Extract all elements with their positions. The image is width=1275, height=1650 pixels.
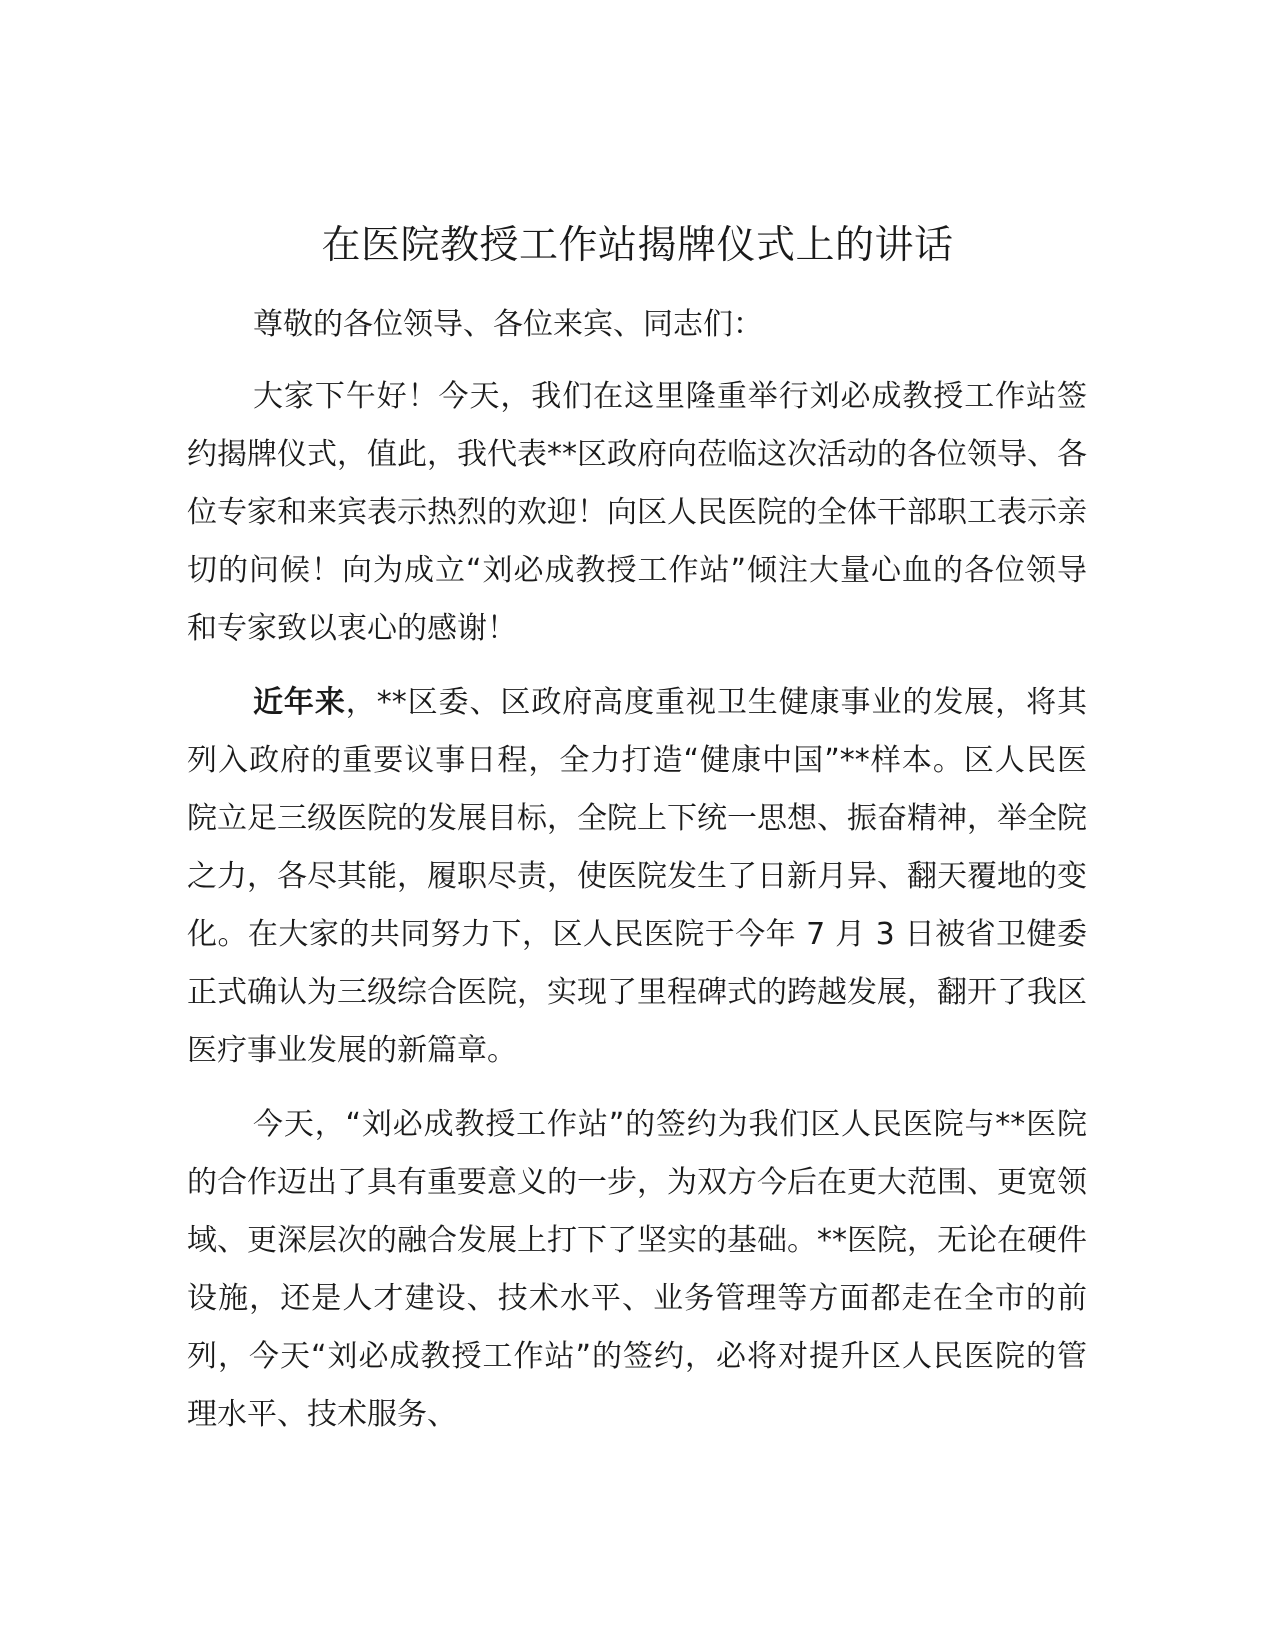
paragraph-welcome: 大家下午好！今天，我们在这里隆重举行刘必成教授工作站签约揭牌仪式，值此，我代表**区政府向莅临这次活动的各位领导、各位专家和来宾表示热烈的欢迎！向区人民医院的全体干部职工表示亲切的问候！向为成立“刘必成教授工作站”倾注大量心血的各位领导和专家致以衷心的感谢！: [187, 379, 1087, 646]
paragraph-recent-years: [187, 674, 1087, 1080]
paragraph-body: ，**区委、区政府高度重视卫生健康事业的发展，将其列入政府的重要议事日程，全力打造“健康中国”**样本。区人民医院立足三级医院的发展目标，全院上下统一思想、振奋精神，举全院之力，各尽其能，履职尽责，使医院发生了日新月异、翻天覆地的变化。在大家的共同努力下，区人民医院于今年 7 月 3 日被省卫健委正式确认为三级综合医院，实现了里程碑式的跨越发展，翻开了我区医疗事业发展的新篇章。: [187, 685, 1088, 1068]
greeting-line: 尊敬的各位领导、各位来宾、同志们：: [253, 307, 763, 342]
paragraph-lead: 近年来: [253, 685, 346, 720]
paragraph-signing: 今天，“刘必成教授工作站”的签约为我们区人民医院与**医院的合作迈出了具有重要意义的一步，为双方今后在更大范围、更宽领域、更深层次的融合发展上打下了坚实的基础。**医院，无论在硬件设施，还是人才建设、技术水平、业务管理等方面都走在全市的前列，今天“刘必成教授工作站”的签约，必将对提升区人民医院的管理水平、技术服务、: [187, 1107, 1087, 1432]
document-body: [187, 296, 1087, 1460]
document-title: 在医院教授工作站揭牌仪式上的讲话: [321, 223, 954, 268]
